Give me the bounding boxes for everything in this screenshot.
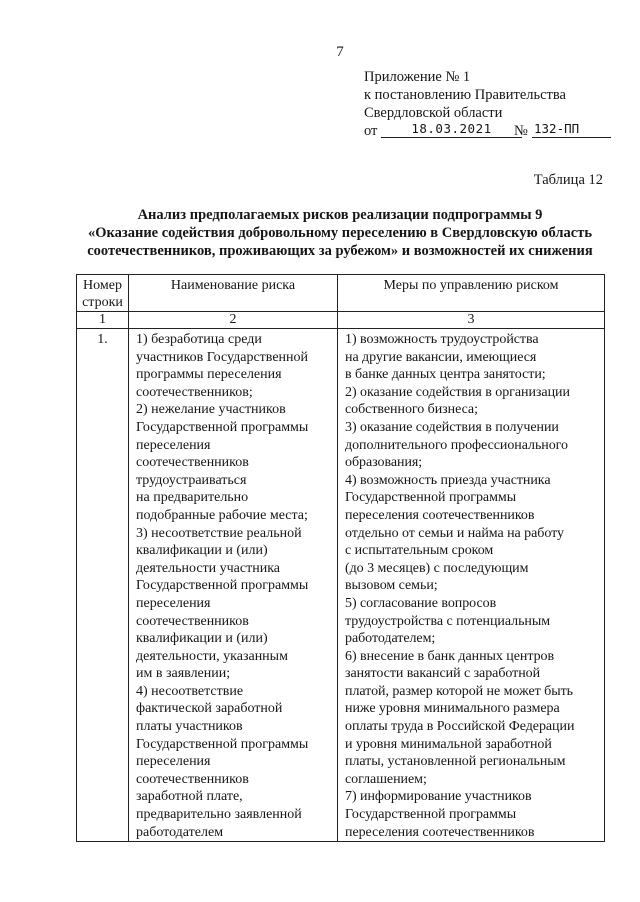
cell-text-line: собственного бизнеса; [345,402,478,418]
table-row [77,329,605,842]
cell-text-line: Государственной программы [136,736,309,752]
risk-lines [129,329,337,841]
cell-text-line: переселения соотечественников [345,507,535,523]
column-number-3: 3 [338,312,605,329]
cell-text-line: заработной плате, [136,789,243,805]
cell-text-line: предварительно заявленной [136,807,302,823]
resolution-date: 18.03.2021 [381,121,522,138]
cell-text-line: и уровня минимальной заработной [345,736,552,752]
appendix-resolution-line: к постановлению Правительства [364,87,566,103]
header-row-number-line-2: строки [82,295,123,310]
cell-text-line: ниже уровня минимального размера [345,701,560,717]
cell-text-line: переселения [136,595,211,611]
cell-text-line: Государственной программы [136,419,309,435]
header-measures: Меры по управлению риском [338,275,605,312]
cell-text-line: работодателем [136,824,224,840]
cell-text-line: квалификации и (или) [136,631,268,647]
cell-text-line: соотечественников [136,771,249,787]
heading-line-1: Анализ предполагаемых рисков реализации подпрограммы 9 [137,207,543,223]
row-number: 1. [77,329,129,842]
cell-text-line: 3) несоответствие реальной [136,525,302,541]
cell-text-line: оплаты труда в Российской Федерации [345,719,575,735]
header-row-number-line-1: Номер [83,278,122,293]
cell-text-line: фактической заработной [136,701,283,717]
measures-cell [338,329,605,842]
cell-text-line: 3) оказание содействия в получении [345,419,559,435]
cell-text-line: трудоустройства с потенциальным [345,613,551,629]
cell-text-line: соотечественников [136,613,249,629]
cell-text-line: на другие вакансии, имеющиеся [345,349,537,365]
cell-text-line: платы, установленной региональным [345,754,566,770]
cell-text-line: 4) возможность приезда участника [345,472,551,488]
column-number-2: 2 [129,312,338,329]
cell-text-line: 5) согласование вопросов [345,595,497,611]
cell-text-line: платы участников [136,719,243,735]
cell-text-line: квалификации и (или) [136,543,268,559]
cell-text-line: 7) информирование участников [345,789,532,805]
cell-text-line: трудоустраиваться [136,472,247,488]
cell-text-line: соглашением; [345,771,427,787]
cell-text-line: 6) внесение в банк данных центров [345,648,555,664]
header-row-number [77,275,129,312]
heading-line-2: «Оказание содействия добровольному переселению в Свердловскую область [87,225,593,241]
heading-line-3: соотечественников, проживающих за рубежом» и возможностей их снижения [87,243,593,259]
cell-text-line: работодателем; [345,631,436,647]
cell-text-line: 1) безработица среди [136,332,262,347]
appendix-title: Приложение № 1 [364,69,471,85]
cell-text-line: переселения [136,754,211,770]
table-label: Таблица 12 [533,172,603,188]
cell-text-line: им в заявлении; [136,666,231,682]
cell-text-line: участников Государственной [136,349,309,365]
cell-text-line: (до 3 месяцев) с последующим [345,560,529,576]
cell-text-line: переселения соотечественников [345,824,535,840]
resolution-number: 132-ПП [532,121,611,138]
cell-text-line: соотечественников; [136,384,253,400]
cell-text-line: Государственной программы [345,807,517,823]
cell-text-line: с испытательным сроком [345,543,494,559]
cell-text-line: 4) несоответствие [136,683,244,699]
cell-text-line: дополнительного профессионального [345,437,568,453]
cell-text-line: платой, размер которой не может быть [345,683,573,699]
table-header-row [77,275,605,312]
header-risk-name: Наименование риска [129,275,338,312]
appendix-region-line: Свердловской области [364,105,503,121]
table-heading [60,206,620,260]
appendix-date-number-row [364,121,580,142]
cell-text-line: переселения [136,437,211,453]
cell-text-line: 2) оказание содействия в организации [345,384,570,400]
cell-text-line: Государственной программы [345,490,517,506]
cell-text-line: программы переселения [136,367,282,383]
cell-text-line: отдельно от семьи и найма на работу [345,525,564,541]
cell-text-line: деятельности, указанным [136,648,288,664]
appendix-block [364,68,580,142]
cell-text-line: 1) возможность трудоустройства [345,332,539,347]
cell-text-line: на предварительно [136,490,249,506]
cell-text-line: 2) нежелание участников [136,402,286,418]
from-label: от [364,123,378,139]
cell-text-line: соотечественников [136,455,249,471]
measure-lines [338,329,604,841]
column-number-1: 1 [77,312,129,329]
cell-text-line: вызовом семьи; [345,578,438,594]
risk-cell [129,329,338,842]
cell-text-line: Государственной программы [136,578,309,594]
page-number: 7 [336,44,344,60]
number-label: № [514,123,528,139]
risks-table [76,274,605,842]
cell-text-line: занятости вакансий с заработной [345,666,541,682]
cell-text-line: в банке данных центра занятости; [345,367,546,383]
column-number-row [77,312,605,329]
cell-text-line: подобранные рабочие места; [136,507,308,523]
cell-text-line: деятельности участника [136,560,281,576]
cell-text-line: образования; [345,455,423,471]
